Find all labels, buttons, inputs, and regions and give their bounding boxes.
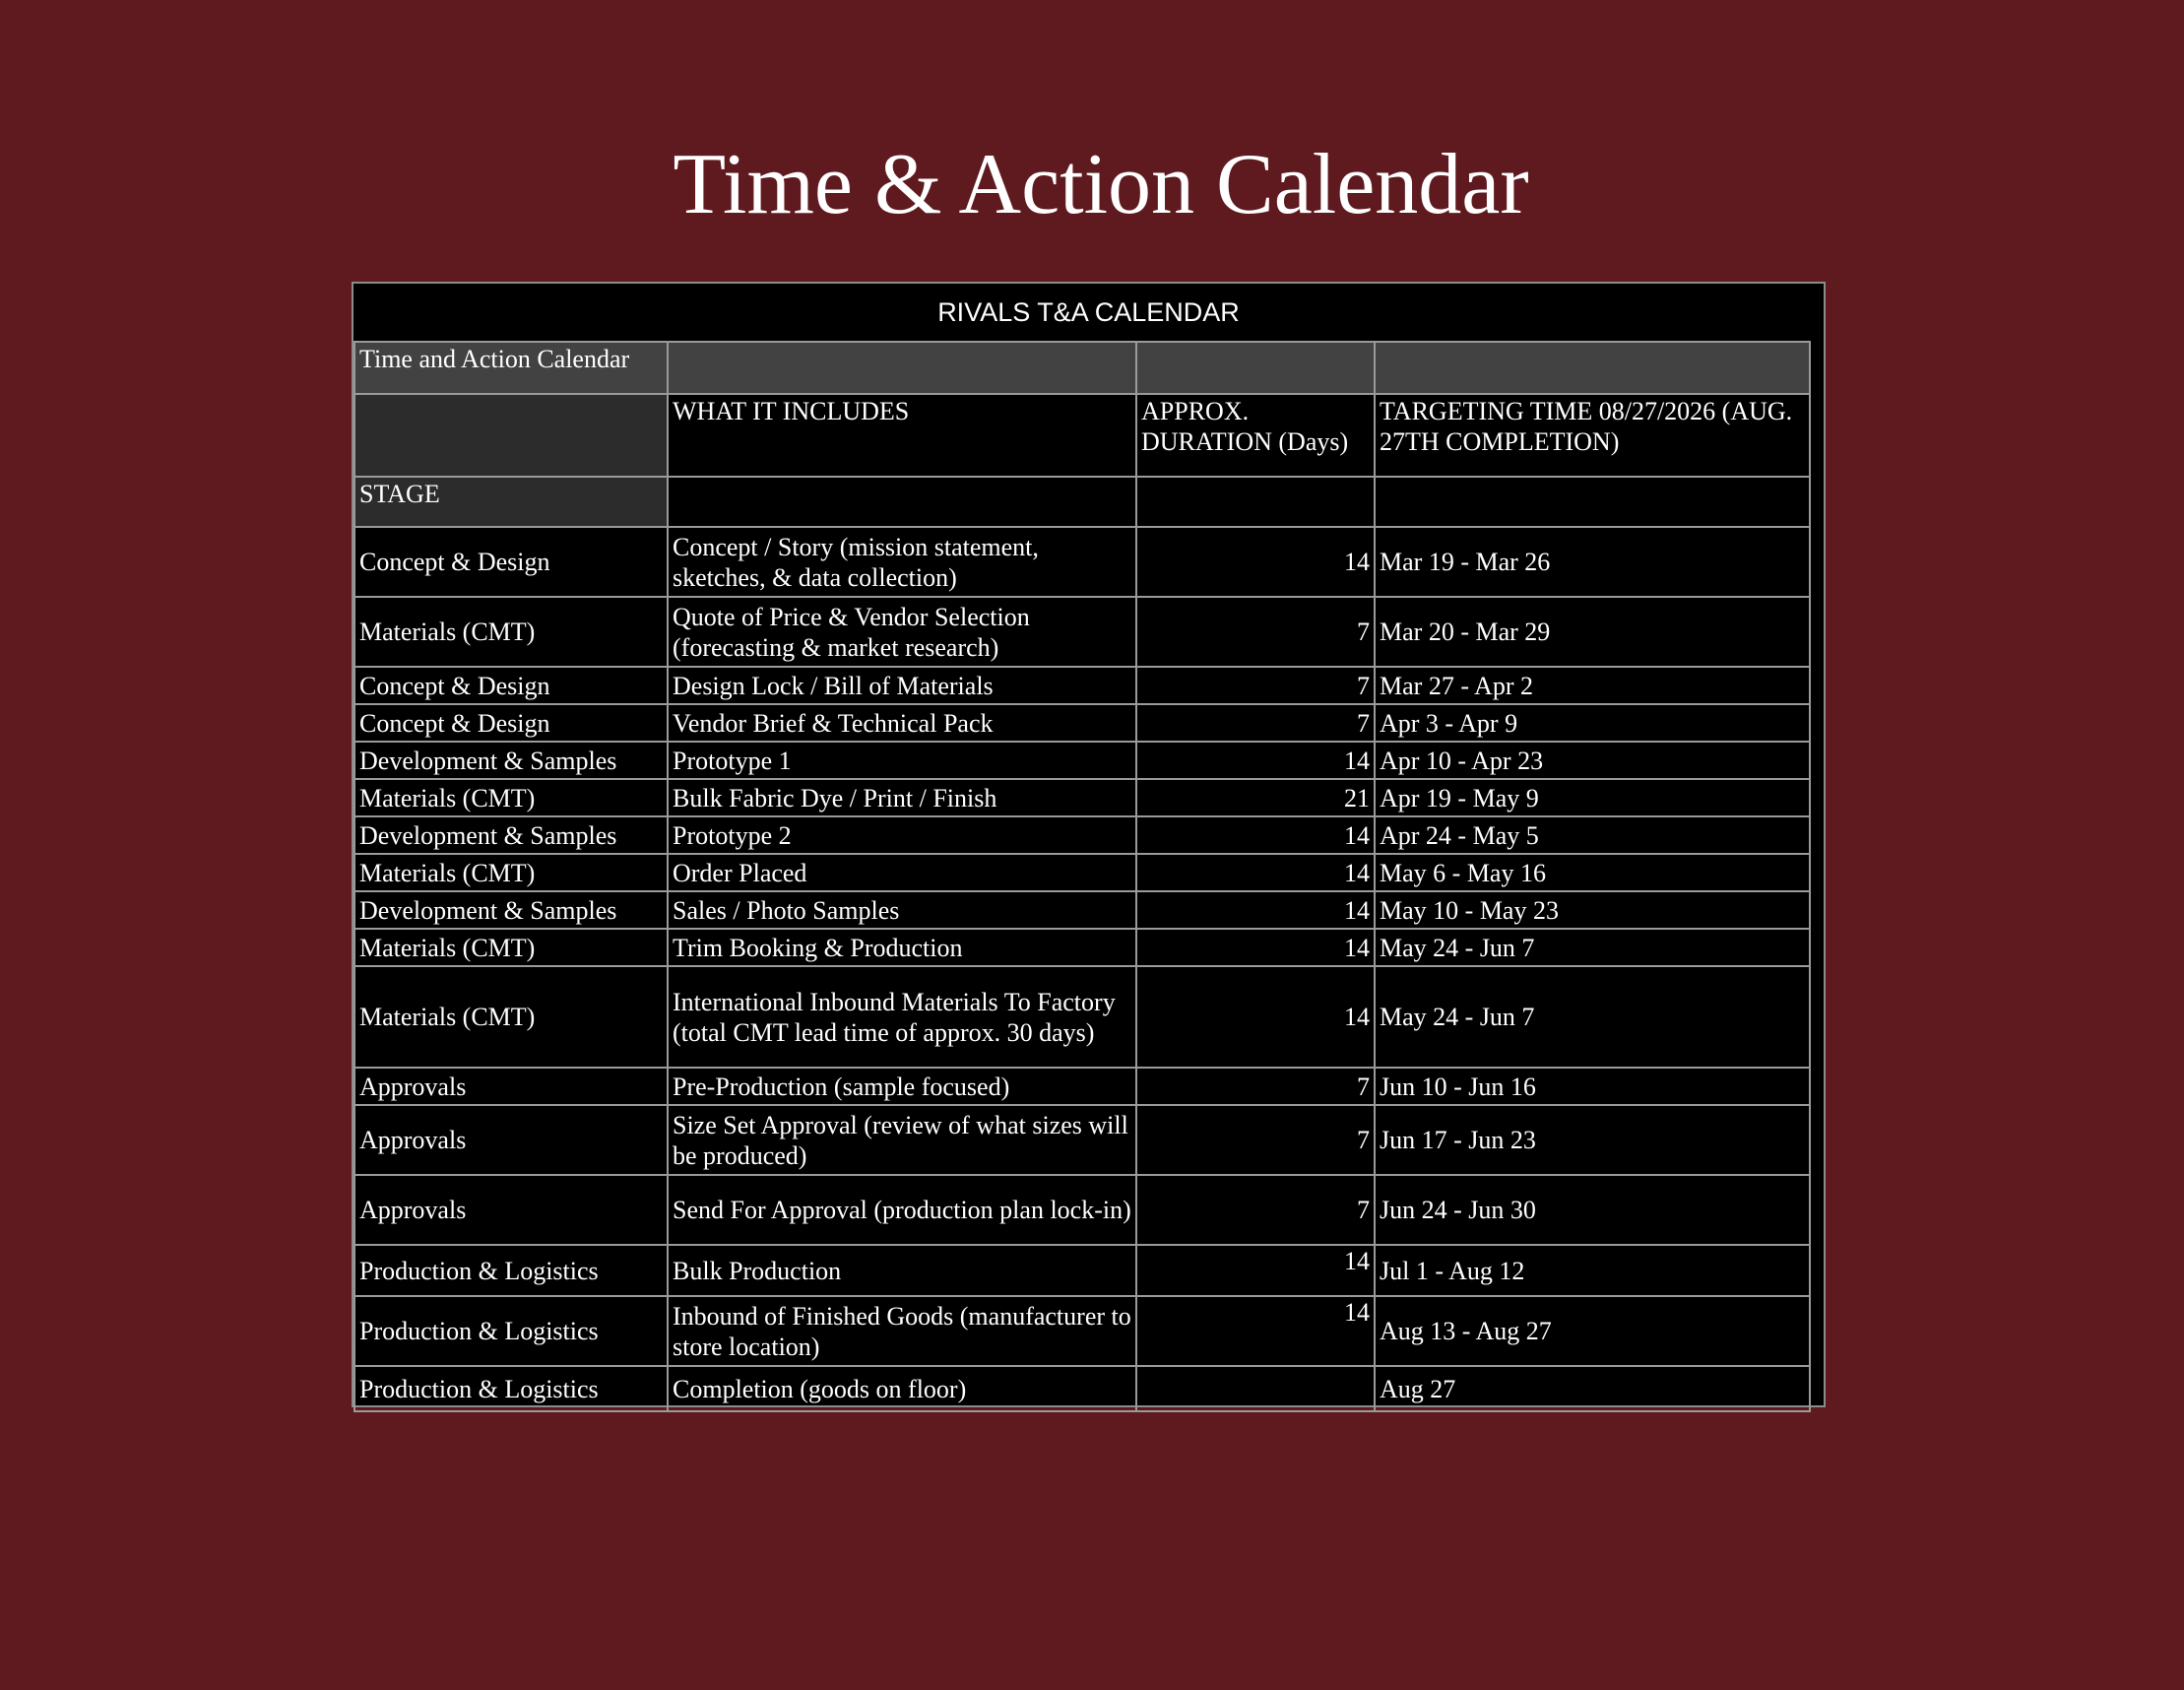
- table-row: [354, 704, 1810, 742]
- duration-cell[interactable]: 14: [1136, 816, 1375, 854]
- target-time-cell[interactable]: May 24 - Jun 7: [1375, 929, 1810, 966]
- target-time-cell[interactable]: May 10 - May 23: [1375, 891, 1810, 929]
- duration-cell[interactable]: 7: [1136, 597, 1375, 667]
- includes-cell[interactable]: Prototype 2: [668, 816, 1136, 854]
- target-time-cell[interactable]: May 6 - May 16: [1375, 854, 1810, 891]
- stage-cell[interactable]: Materials (CMT): [354, 929, 668, 966]
- table-row: [354, 527, 1810, 597]
- includes-cell[interactable]: Prototype 1: [668, 742, 1136, 779]
- target-time-cell[interactable]: Apr 3 - Apr 9: [1375, 704, 1810, 742]
- empty-cell[interactable]: [1136, 477, 1375, 527]
- duration-cell[interactable]: 14: [1136, 929, 1375, 966]
- table-row: [354, 1296, 1810, 1366]
- includes-cell[interactable]: Bulk Fabric Dye / Print / Finish: [668, 779, 1136, 816]
- table-row: [354, 779, 1810, 816]
- label-cell[interactable]: [668, 342, 1136, 394]
- label-row: [354, 342, 1810, 394]
- table-row: [354, 667, 1810, 704]
- includes-cell[interactable]: Design Lock / Bill of Materials: [668, 667, 1136, 704]
- stage-cell[interactable]: Concept & Design: [354, 667, 668, 704]
- target-time-cell[interactable]: Mar 27 - Apr 2: [1375, 667, 1810, 704]
- target-time-cell[interactable]: Aug 13 - Aug 27: [1375, 1296, 1810, 1366]
- includes-cell[interactable]: Order Placed: [668, 854, 1136, 891]
- stage-cell[interactable]: Development & Samples: [354, 891, 668, 929]
- table-row: [354, 1366, 1810, 1411]
- duration-cell[interactable]: 14: [1136, 1296, 1375, 1366]
- includes-cell[interactable]: Bulk Production: [668, 1245, 1136, 1296]
- duration-cell[interactable]: 7: [1136, 1068, 1375, 1105]
- column-header-row: [354, 394, 1810, 477]
- label-cell[interactable]: Time and Action Calendar: [354, 342, 668, 394]
- includes-cell[interactable]: Vendor Brief & Technical Pack: [668, 704, 1136, 742]
- stage-cell[interactable]: Materials (CMT): [354, 779, 668, 816]
- includes-cell[interactable]: International Inbound Materials To Factory (total CMT lead time of approx. 30 days): [668, 966, 1136, 1068]
- stage-cell[interactable]: Approvals: [354, 1105, 668, 1175]
- target-time-cell[interactable]: Apr 19 - May 9: [1375, 779, 1810, 816]
- column-header-cell[interactable]: APPROX. DURATION (Days): [1136, 394, 1375, 477]
- duration-cell[interactable]: 7: [1136, 1175, 1375, 1245]
- table-row: [354, 597, 1810, 667]
- includes-cell[interactable]: Sales / Photo Samples: [668, 891, 1136, 929]
- column-header-cell[interactable]: TARGETING TIME 08/27/2026 (AUG. 27TH COMPLETION): [1375, 394, 1810, 477]
- target-time-cell[interactable]: Aug 27: [1375, 1366, 1810, 1411]
- empty-cell[interactable]: [668, 477, 1136, 527]
- target-time-cell[interactable]: Mar 19 - Mar 26: [1375, 527, 1810, 597]
- stage-header-row: [354, 477, 1810, 527]
- duration-cell[interactable]: 14: [1136, 891, 1375, 929]
- stage-cell[interactable]: Production & Logistics: [354, 1366, 668, 1411]
- duration-cell[interactable]: 21: [1136, 779, 1375, 816]
- table-row: [354, 742, 1810, 779]
- table-row: [354, 891, 1810, 929]
- includes-cell[interactable]: Trim Booking & Production: [668, 929, 1136, 966]
- table-row: [354, 1175, 1810, 1245]
- stage-cell[interactable]: Materials (CMT): [354, 966, 668, 1068]
- stage-header-cell[interactable]: STAGE: [354, 477, 668, 527]
- includes-cell[interactable]: Quote of Price & Vendor Selection (forecasting & market research): [668, 597, 1136, 667]
- target-time-cell[interactable]: Apr 10 - Apr 23: [1375, 742, 1810, 779]
- sheet-header: RIVALS T&A CALENDAR: [937, 297, 1240, 327]
- table-row: [354, 929, 1810, 966]
- includes-cell[interactable]: Pre-Production (sample focused): [668, 1068, 1136, 1105]
- duration-cell[interactable]: [1136, 1366, 1375, 1411]
- stage-cell[interactable]: Approvals: [354, 1175, 668, 1245]
- stage-cell[interactable]: Production & Logistics: [354, 1245, 668, 1296]
- label-cell[interactable]: [1136, 342, 1375, 394]
- target-time-cell[interactable]: Mar 20 - Mar 29: [1375, 597, 1810, 667]
- target-time-cell[interactable]: May 24 - Jun 7: [1375, 966, 1810, 1068]
- duration-cell[interactable]: 7: [1136, 1105, 1375, 1175]
- label-cell[interactable]: [1375, 342, 1810, 394]
- column-header-cell[interactable]: WHAT IT INCLUDES: [668, 394, 1136, 477]
- page-title: Time & Action Calendar: [673, 137, 1529, 232]
- stage-cell[interactable]: Development & Samples: [354, 816, 668, 854]
- includes-cell[interactable]: Completion (goods on floor): [668, 1366, 1136, 1411]
- includes-cell[interactable]: Inbound of Finished Goods (manufacturer to store location): [668, 1296, 1136, 1366]
- table-row: [354, 1068, 1810, 1105]
- table-row: [354, 966, 1810, 1068]
- target-time-cell[interactable]: Jun 24 - Jun 30: [1375, 1175, 1810, 1245]
- empty-cell[interactable]: [1375, 477, 1810, 527]
- includes-cell[interactable]: Send For Approval (production plan lock-in): [668, 1175, 1136, 1245]
- target-time-cell[interactable]: Jun 17 - Jun 23: [1375, 1105, 1810, 1175]
- stage-cell[interactable]: Approvals: [354, 1068, 668, 1105]
- duration-cell[interactable]: 7: [1136, 704, 1375, 742]
- stage-cell[interactable]: Materials (CMT): [354, 854, 668, 891]
- stage-cell[interactable]: Concept & Design: [354, 527, 668, 597]
- stage-cell[interactable]: Materials (CMT): [354, 597, 668, 667]
- calendar-table: [353, 341, 1811, 1412]
- duration-cell[interactable]: 14: [1136, 854, 1375, 891]
- stage-cell[interactable]: Production & Logistics: [354, 1296, 668, 1366]
- duration-cell[interactable]: 14: [1136, 966, 1375, 1068]
- table-row: [354, 816, 1810, 854]
- includes-cell[interactable]: Concept / Story (mission statement, sketches, & data collection): [668, 527, 1136, 597]
- target-time-cell[interactable]: Apr 24 - May 5: [1375, 816, 1810, 854]
- duration-cell[interactable]: 14: [1136, 527, 1375, 597]
- stage-cell[interactable]: Concept & Design: [354, 704, 668, 742]
- includes-cell[interactable]: Size Set Approval (review of what sizes will be produced): [668, 1105, 1136, 1175]
- table-row: [354, 854, 1810, 891]
- column-header-cell[interactable]: [354, 394, 668, 477]
- table-row: [354, 1245, 1810, 1296]
- duration-cell[interactable]: 14: [1136, 742, 1375, 779]
- calendar-sheet: [352, 282, 1826, 1407]
- duration-cell[interactable]: 7: [1136, 667, 1375, 704]
- target-time-cell[interactable]: Jun 10 - Jun 16: [1375, 1068, 1810, 1105]
- target-time-cell[interactable]: Jul 1 - Aug 12: [1375, 1245, 1810, 1296]
- stage-cell[interactable]: Development & Samples: [354, 742, 668, 779]
- duration-cell[interactable]: 14: [1136, 1245, 1375, 1296]
- table-row: [354, 1105, 1810, 1175]
